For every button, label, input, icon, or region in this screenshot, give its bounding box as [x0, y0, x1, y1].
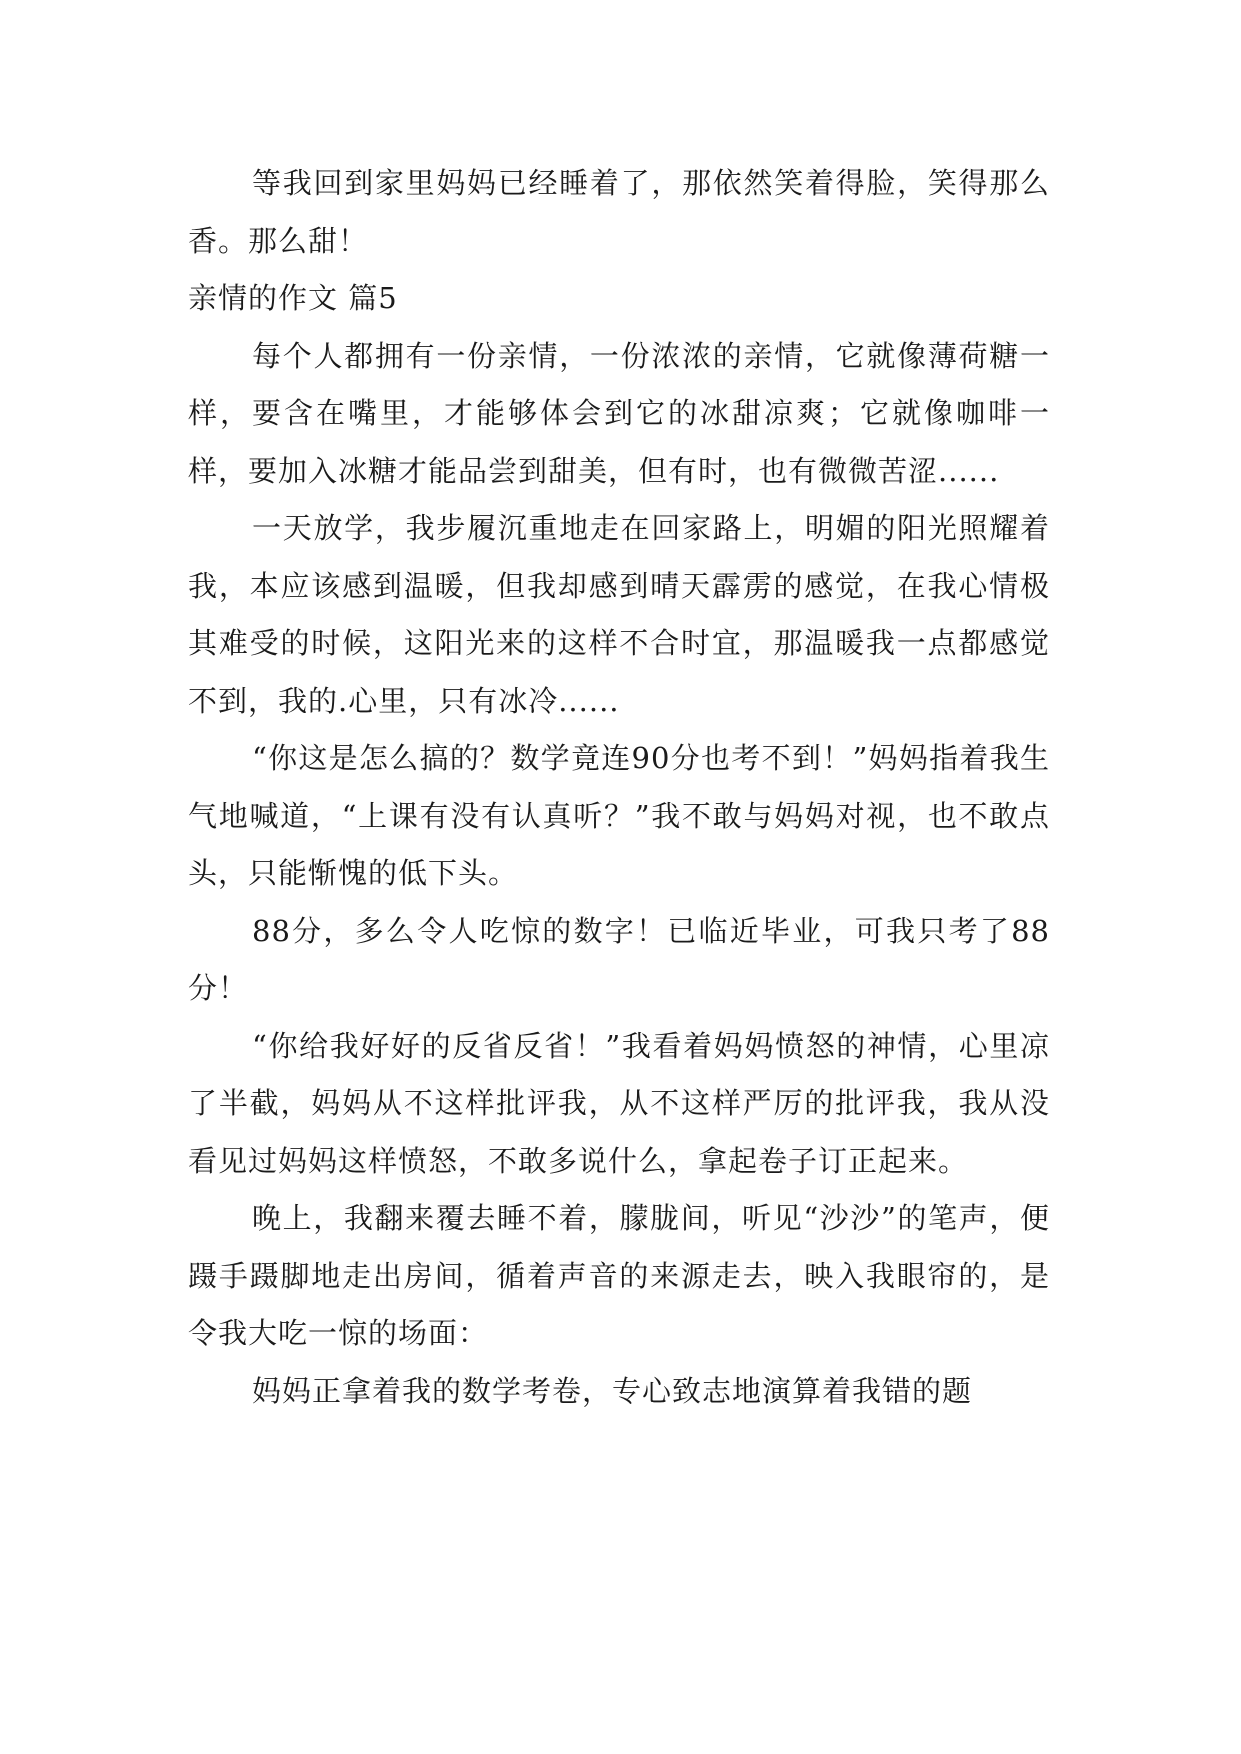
section-heading: 亲情的作文 篇5 — [188, 281, 398, 315]
paragraph-7: 晚上，我翻来覆去睡不着，朦胧间，听见“沙沙”的笔声，便蹑手蹑脚地走出房间，循着声音的来源走去，映入我眼帘的，是令我大吃一惊的场面： — [188, 1201, 1050, 1350]
paragraph-3: 一天放学，我步履沉重地走在回家路上，明媚的阳光照耀着我，本应该感到温暖，但我却感到晴天霹雳的感觉，在我心情极其难受的时候，这阳光来的这样不合时宜，那温暖我一点都感觉不到，我的.心里，只有冰冷...... — [188, 511, 1050, 718]
paragraph-4: “你这是怎么搞的？数学竟连90分也考不到！”妈妈指着我生气地喊道，“上课有没有认真听？”我不敢与妈妈对视，也不敢点头，只能惭愧的低下头。 — [188, 741, 1050, 890]
paragraph-5: 88分，多么令人吃惊的数字！已临近毕业，可我只考了88分！ — [188, 913, 1050, 1005]
document-body — [188, 155, 1050, 1420]
paragraph-6: “你给我好好的反省反省！”我看着妈妈愤怒的神情，心里凉了半截，妈妈从不这样批评我，从不这样严厉的批评我，我从没看见过妈妈这样愤怒，不敢多说什么，拿起卷子订正起来。 — [188, 1028, 1050, 1178]
paragraph-1: 等我回到家里妈妈已经睡着了，那依然笑着得脸，笑得那么香。那么甜！ — [188, 166, 1050, 258]
paragraph-2: 每个人都拥有一份亲情，一份浓浓的亲情，它就像薄荷糖一样，要含在嘴里，才能够体会到它的冰甜凉爽；它就像咖啡一样，要加入冰糖才能品尝到甜美，但有时，也有微微苦涩...... — [188, 338, 1050, 488]
paragraph-8: 妈妈正拿着我的数学考卷，专心致志地演算着我错的题 — [252, 1373, 973, 1408]
